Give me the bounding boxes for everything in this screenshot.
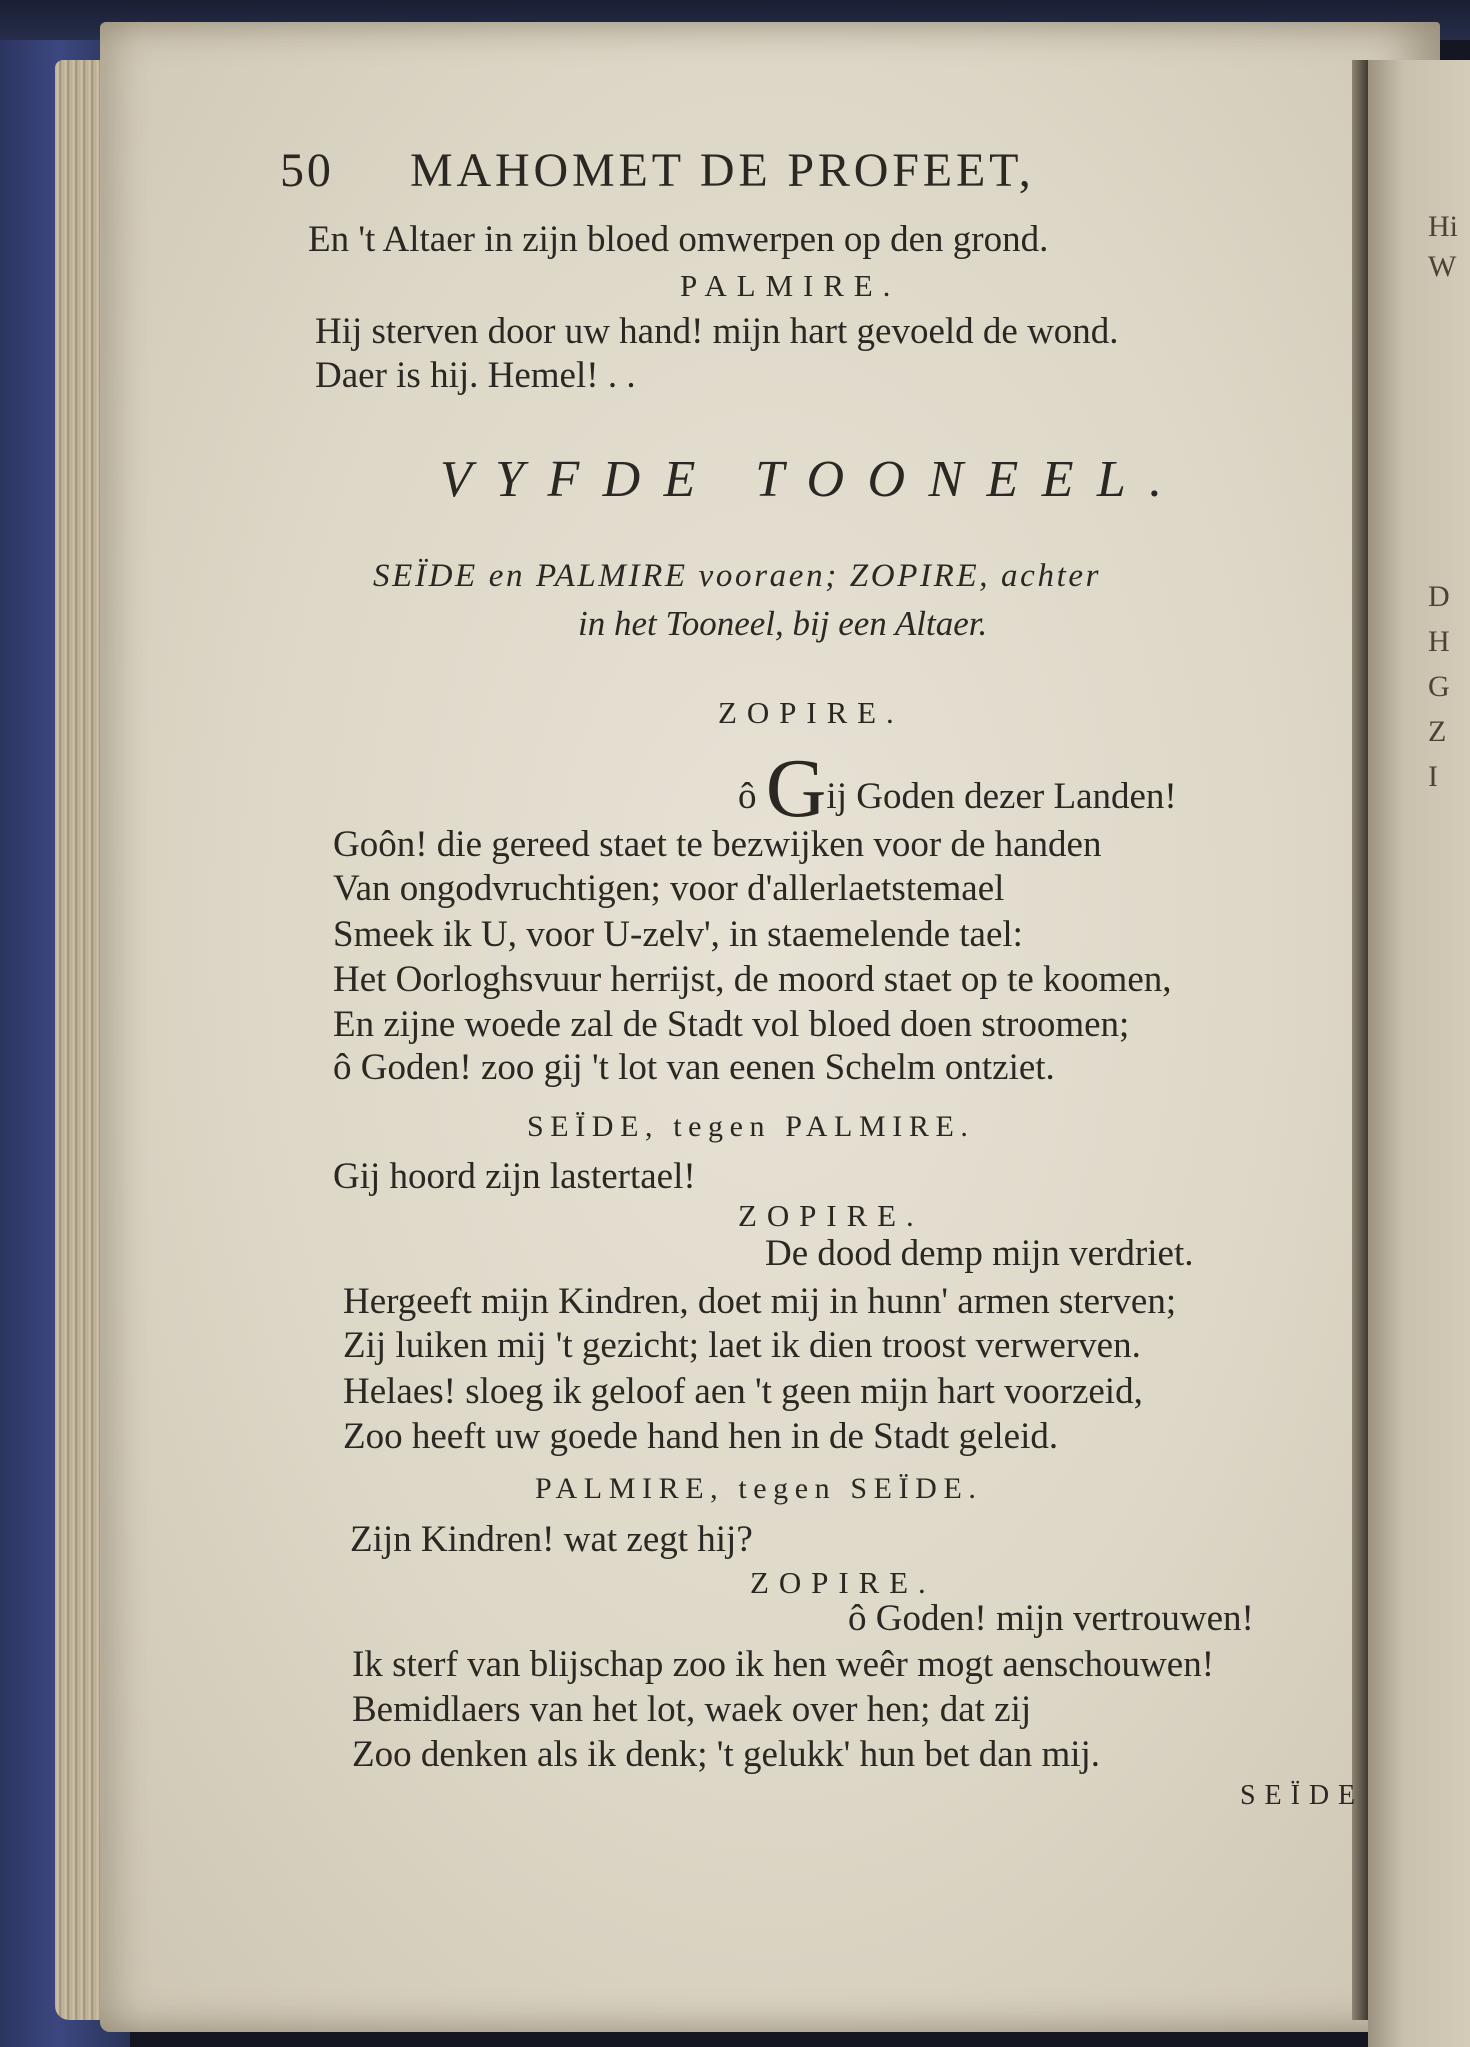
speaker-heading: ZOPIRE.	[738, 1198, 924, 1233]
verse-line: Ik sterf van blijschap zoo ik hen weêr mogt aenschouwen!	[352, 1644, 1215, 1685]
speaker-heading: PALMIRE, tegen SEÏDE.	[535, 1472, 983, 1505]
verse-line: Zijn Kindren! wat zegt hij?	[350, 1519, 753, 1560]
verse-line: Zij luiken mij 't gezicht; laet ik dien troost verwerven.	[343, 1325, 1141, 1366]
stage-direction: SEÏDE en PALMIRE vooraen; ZOPIRE, achter	[373, 558, 1102, 594]
facing-page-fragment: H	[1428, 625, 1450, 658]
speaker-heading: PALMIRE.	[680, 268, 901, 303]
speaker-heading: ZOPIRE.	[718, 695, 904, 730]
verse-line: De dood demp mijn verdriet.	[765, 1233, 1194, 1274]
running-title: MAHOMET DE PROFEET,	[410, 144, 1035, 197]
facing-page	[1368, 60, 1470, 2047]
page-number: 50	[280, 144, 334, 197]
verse-line: Smeek ik U, voor U-zelv', in staemelende tael:	[333, 914, 1023, 955]
verse-line: Bemidlaers van het lot, waek over hen; dat zij	[352, 1689, 1032, 1730]
verse-rest: ij Goden dezer Landen!	[826, 776, 1177, 817]
verse-line: Van ongodvruchtigen; voor d'allerlaetstemael	[333, 868, 1005, 909]
verse-line: Hij sterven door uw hand! mijn hart gevoeld de wond.	[315, 311, 1119, 352]
stage-direction: in het Tooneel, bij een Altaer.	[578, 604, 988, 643]
verse-line: Helaes! sloeg ik geloof aen 't geen mijn hart voorzeid,	[343, 1371, 1143, 1412]
verse-line-dropcap	[738, 742, 1177, 835]
facing-page-fragment: W	[1428, 250, 1457, 283]
verse-line: ô Goden! zoo gij 't lot van eenen Schelm ontziet.	[333, 1047, 1055, 1088]
facing-page-fragment: Hi	[1428, 210, 1458, 243]
facing-page-fragment: G	[1428, 670, 1450, 703]
verse-line: Zoo heeft uw goede hand hen in de Stadt geleid.	[343, 1416, 1059, 1457]
verse-line: Zoo denken als ik denk; 't gelukk' hun bet dan mij.	[352, 1734, 1101, 1775]
facing-page-fragment: D	[1428, 580, 1450, 613]
verse-line: En 't Altaer in zijn bloed omwerpen op den grond.	[308, 219, 1049, 260]
verse-prefix: ô	[738, 776, 766, 817]
facing-page-fragment: Z	[1428, 715, 1447, 748]
verse-line: En zijne woede zal de Stadt vol bloed doen stroomen;	[333, 1004, 1130, 1045]
speaker-heading: SEÏDE, tegen PALMIRE.	[527, 1110, 975, 1143]
verse-line: Goôn! die gereed staet te bezwijken voor de handen	[333, 824, 1102, 865]
verse-line: Hergeeft mijn Kindren, doet mij in hunn' armen sterven;	[343, 1281, 1177, 1322]
catchword: SEÏDE	[1240, 1780, 1365, 1811]
verse-line: Daer is hij. Hemel! . .	[315, 355, 636, 396]
scene-title: VYFDE TOONEEL.	[440, 451, 1186, 508]
speaker-heading: ZOPIRE.	[750, 1565, 936, 1600]
verse-line: Gij hoord zijn lastertael!	[333, 1156, 696, 1197]
drop-cap: G	[765, 742, 827, 835]
facing-page-fragment: I	[1428, 760, 1438, 793]
verse-line: Het Oorloghsvuur herrijst, de moord staet op te koomen,	[333, 959, 1172, 1000]
verse-line: ô Goden! mijn vertrouwen!	[848, 1598, 1254, 1639]
